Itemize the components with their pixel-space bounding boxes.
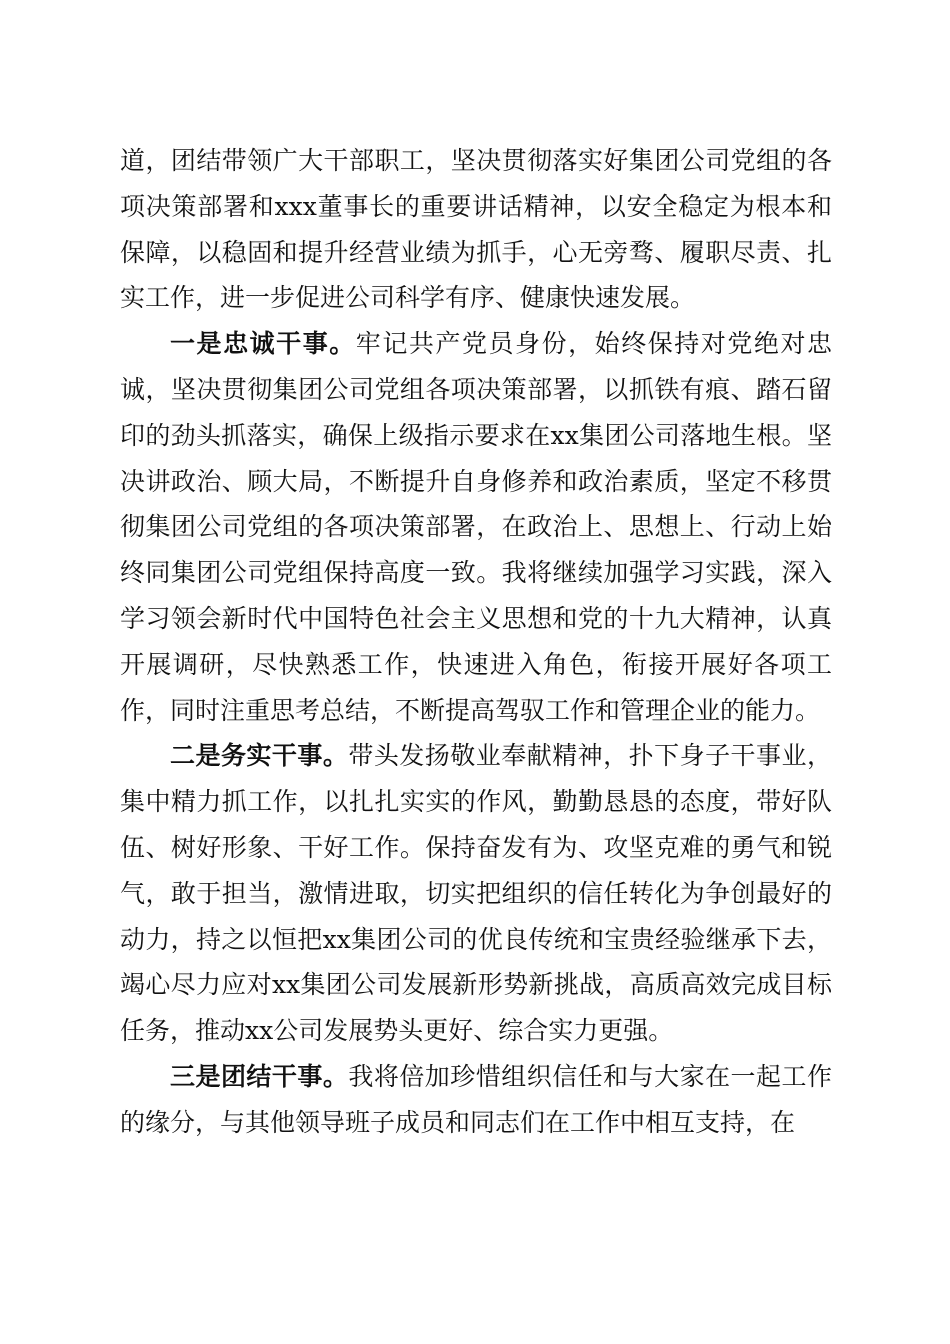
paragraph-text: 道，团结带领广大干部职工，坚决贯彻落实好集团公司党组的各项决策部署和xxx董事长的重要讲话精神，以安全稳定为根本和保障，以稳固和提升经营业绩为抓手，心无旁骛、履职尽责、扎实工作，进一步促进公司科学有序、健康快速发展。: [120, 146, 832, 313]
paragraph-continuation: [120, 138, 832, 321]
paragraph-heading: 二是务实干事。: [170, 741, 349, 771]
paragraph-loyalty: [120, 321, 832, 733]
paragraph-text: 我将倍加珍惜组织信任和与大家在一起工作的缘分，与其他领导班子成员和同志们在工作中相互支持，在: [120, 1061, 832, 1137]
paragraph-heading: 三是团结干事。: [170, 1061, 349, 1091]
document-body: [120, 138, 832, 1146]
paragraph-unity: [120, 1054, 832, 1146]
paragraph-text: 带头发扬敬业奉献精神，扑下身子干事业，集中精力抓工作，以扎扎实实的作风，勤勤恳恳的态度，带好队伍、树好形象、干好工作。保持奋发有为、攻坚克难的勇气和锐气，敢于担当，激情进取，切实把组织的信任转化为争创最好的动力，持之以恒把xx集团公司的优良传统和宝贵经验继承下去，竭心尽力应对xx集团公司发展新形势新挑战，高质高效完成目标任务，推动xx公司发展势头更好、综合实力更强。: [120, 741, 832, 1046]
paragraph-pragmatic: [120, 733, 832, 1054]
paragraph-text: 牢记共产党员身份，始终保持对党绝对忠诚，坚决贯彻集团公司党组各项决策部署，以抓铁有痕、踏石留印的劲头抓落实，确保上级指示要求在xx集团公司落地生根。坚决讲政治、顾大局，不断提升自身修养和政治素质，坚定不移贯彻集团公司党组的各项决策部署，在政治上、思想上、行动上始终同集团公司党组保持高度一致。我将继续加强学习实践，深入学习领会新时代中国特色社会主义思想和党的十九大精神，认真开展调研，尽快熟悉工作，快速进入角色，衔接开展好各项工作，同时注重思考总结，不断提高驾驭工作和管理企业的能力。: [120, 329, 832, 725]
paragraph-heading: 一是忠诚干事。: [170, 329, 356, 359]
